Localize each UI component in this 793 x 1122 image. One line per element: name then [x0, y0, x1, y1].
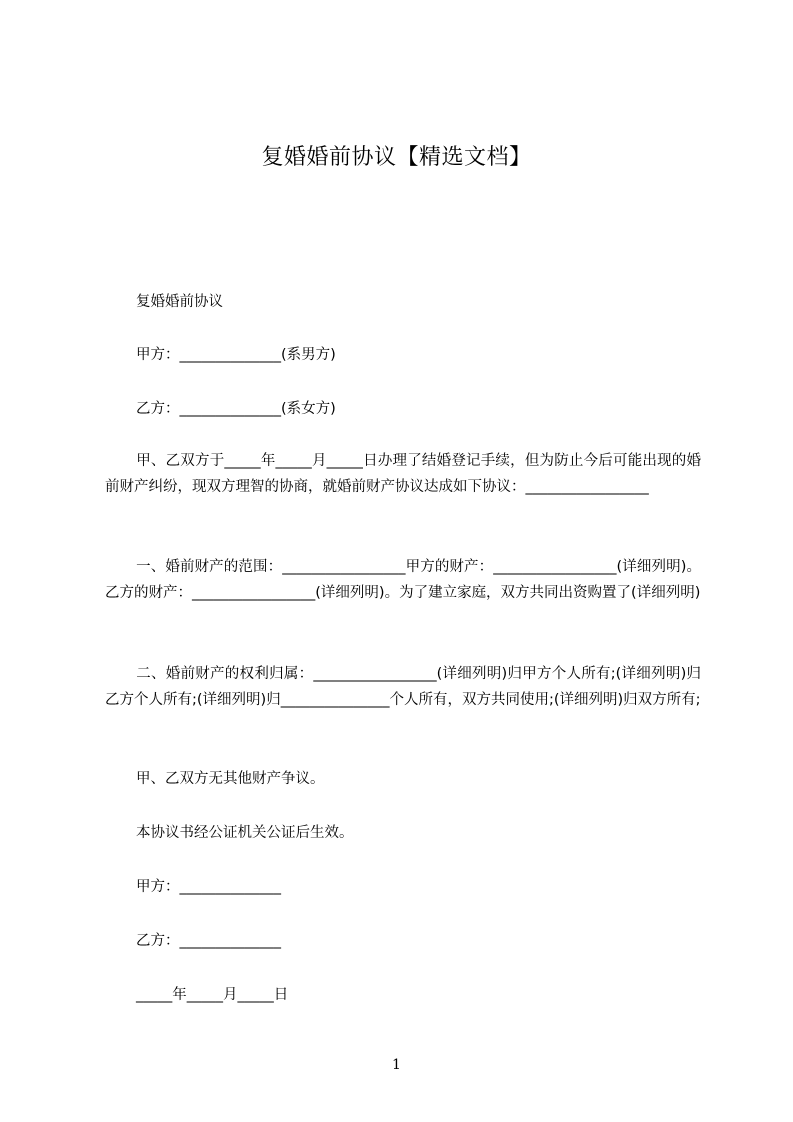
effective-line: 本协议书经公证机关公证后生效。	[136, 825, 354, 841]
date-line: _____年_____月_____日	[136, 987, 289, 1003]
clause-2-paragraph	[105, 661, 701, 713]
clause-2-text: 二、婚前财产的权利归属：_________________(详细列明)归甲方个人所有;(详细列明)归乙方个人所有;(详细列明)归_______________个人所有，双方共同使用;(详细列明)归双方所有;	[105, 666, 701, 708]
clause-1-paragraph	[105, 554, 701, 606]
party-a-line: 甲方：______________(系男方)	[136, 347, 336, 363]
intro-text: 甲、乙双方于_____年_____月_____日办理了结婚登记手续，但为防止今后可能出现的婚前财产纠纷，现双方理智的协商，就婚前财产协议达成如下协议：_________________	[105, 453, 701, 495]
party-b-line: 乙方：______________(系女方)	[136, 401, 336, 417]
signature-b-line: 乙方：______________	[136, 933, 281, 949]
no-dispute-line: 甲、乙双方无其他财产争议。	[136, 771, 325, 787]
agreement-heading: 复婚婚前协议	[136, 294, 223, 310]
signature-a-line: 甲方：______________	[136, 879, 281, 895]
intro-paragraph	[105, 448, 701, 500]
page-number: 1	[392, 1057, 401, 1073]
document-title: 复婚婚前协议【精选文档】	[261, 145, 532, 170]
clause-1-text: 一、婚前财产的范围：_________________甲方的财产：_________________(详细列明)。乙方的财产：_________________(详细列明)。为了建立家庭，双方共同出资购置了(详细列明)	[105, 559, 701, 601]
